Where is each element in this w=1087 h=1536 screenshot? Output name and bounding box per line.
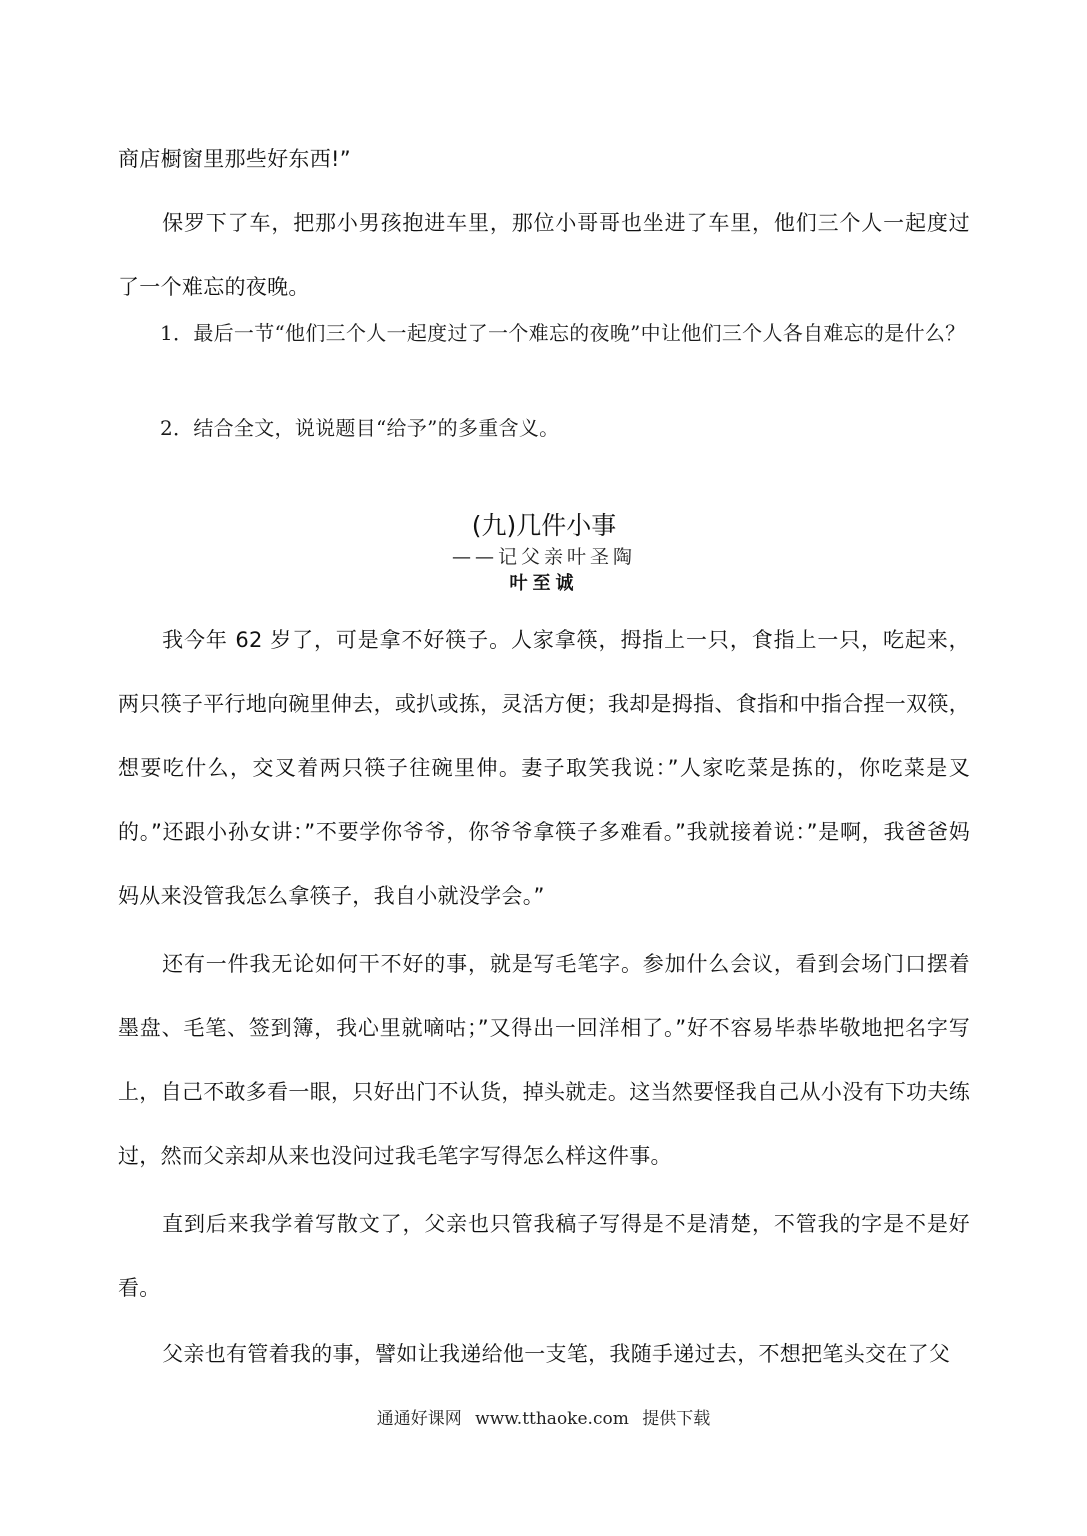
page-footer [0, 1406, 1087, 1432]
question-2: 2．结合全文，说说题目“给予”的多重含义。 [160, 416, 560, 440]
article-author: 叶至诚 [509, 573, 579, 594]
article-title: (九)几件小事 [471, 511, 617, 540]
article-paragraph-4: 父亲也有管着我的事，譬如让我递给他一支笔，我随手递过去，不想把笔头交在了父 [162, 1342, 951, 1366]
document-page [118, 0, 970, 1536]
article-subtitle: ——记父亲叶圣陶 [451, 546, 636, 568]
continuation-paragraph-1: 商店橱窗里那些好东西!” [118, 147, 351, 171]
article-paragraph-1: 我今年 62 岁了，可是拿不好筷子。人家拿筷，拇指上一只，食指上一只，吃起来，两只筷子平行地向碗里伸去，或扒或拣，灵活方便；我却是拇指、食指和中指合捏一双筷，想要吃什么，交叉着两只筷子往碗里伸。妻子取笑我说：”人家吃菜是拣的，你吃菜是叉的。”还跟小孙女讲：”不要学你爷爷，你爷爷拿筷子多难看。”我就接着说：”是啊，我爸爸妈妈从来没管我怎么拿筷子，我自小就没学会。” [118, 628, 970, 908]
article-paragraph-2: 还有一件我无论如何干不好的事，就是写毛笔字。参加什么会议，看到会场门口摆着墨盘、毛笔、签到簿，我心里就嘀咕；”又得出一回洋相了。”好不容易毕恭毕敬地把名字写上，自己不敢多看一眼，只好出门不认货，掉头就走。这当然要怪我自己从小没有下功夫练过，然而父亲却从来也没问过我毛笔字写得怎么样这件事。 [118, 952, 970, 1168]
article-paragraph-3: 直到后来我学着写散文了，父亲也只管我稿子写得是不是清楚，不管我的字是不是好看。 [118, 1212, 970, 1300]
footer-url: www.tthaoke.com [475, 1409, 629, 1429]
continuation-paragraph-2: 保罗下了车，把那小男孩抱进车里，那位小哥哥也坐进了车里，他们三个人一起度过了一个难忘的夜晚。 [118, 211, 970, 299]
footer-site-name: 通通好课网 [376, 1409, 462, 1429]
footer-note: 提供下载 [642, 1409, 711, 1429]
article-heading [118, 509, 970, 597]
question-1: 1．最后一节“他们三个人一起度过了一个难忘的夜晚”中让他们三个人各自难忘的是什么？ [160, 321, 966, 345]
